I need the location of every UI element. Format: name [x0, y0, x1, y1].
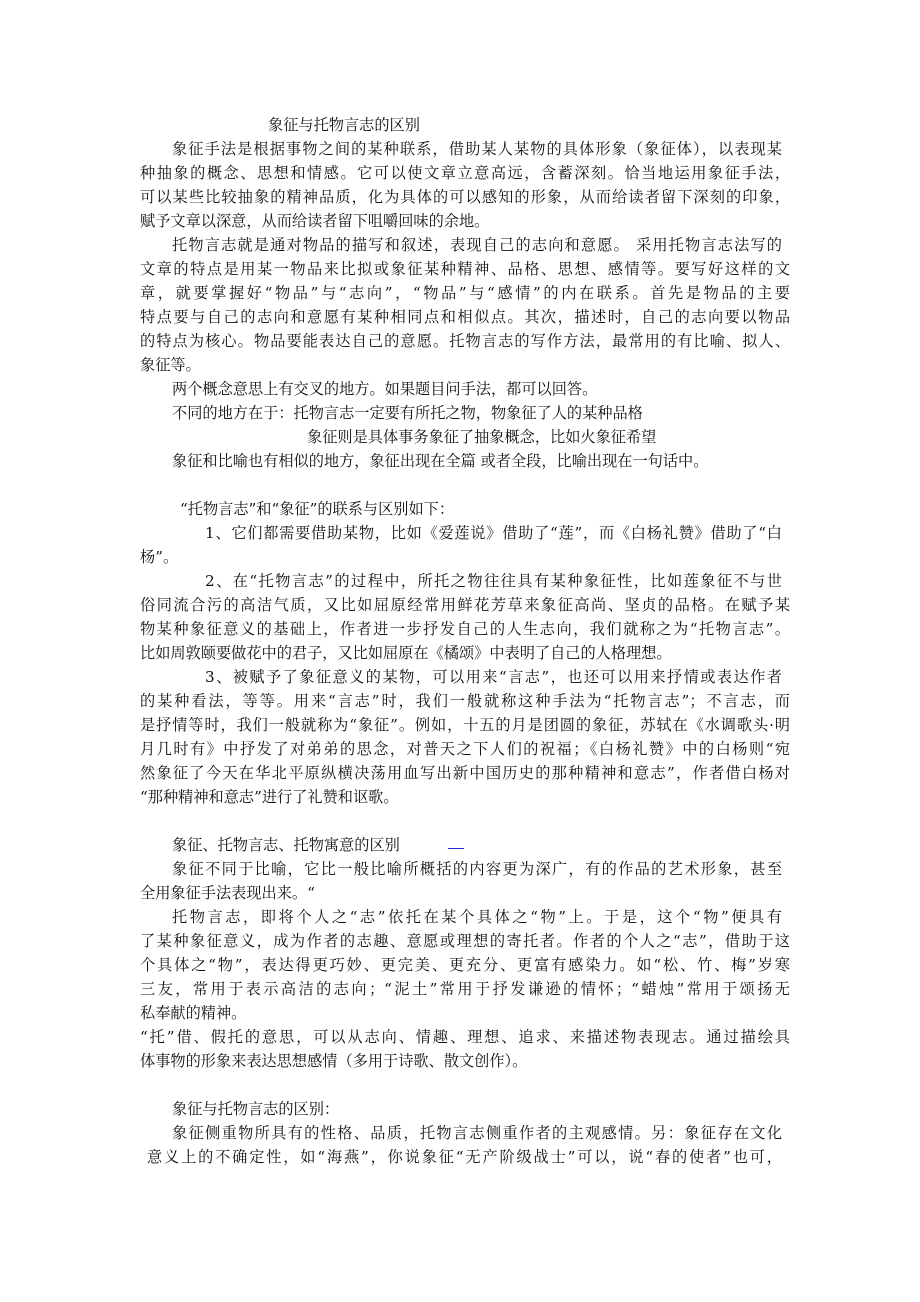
paragraph-line: 象征和比喻也有相似的地方，象征出现在全篇 或者全段，比喻出现在一句话中。 — [172, 452, 709, 470]
paragraph-line: 物某种象征意义的基础上，作者进一步抒发自己的人生志向，我们就称之为“托物言志”。 — [140, 620, 790, 638]
paragraph-line: 杨”。 — [140, 548, 179, 566]
paragraph-line: 个具体之“物”，表达得更巧妙、更完美、更充分、更富有感染力。如“松、竹、梅”岁寒 — [140, 956, 790, 974]
paragraph-line: 可以某些比较抽象的精神品质，化为具体的可以感知的形象，从而给读者留下深刻的印象， — [140, 188, 790, 206]
paragraph-line: 托物言志就是通对物品的描写和叙述，表现自己的志向和意愿。 采用托物言志法写的 — [172, 236, 782, 254]
paragraph-line: 不同的地方在于：托物言志一定要有所托之物，物象征了人的某种品格 — [172, 404, 643, 422]
paragraph-line: 象征则是具体事务象征了抽象概念，比如火象征希望 — [307, 428, 657, 446]
paragraph-line: 全用象征手法表现出来。“ — [140, 884, 315, 902]
paragraph-line: 三友，常用于表示高洁的志向；“泥土”常用于抒发谦逊的情怀；“蜡烛”常用于颂扬无 — [140, 980, 790, 998]
paragraph-line: 比如周敦颐要做花中的君子，又比如屈原在《橘颂》中表明了自己的人格理想。 — [140, 644, 672, 662]
paragraph-line: “那种精神和意志”进行了礼赞和讴歌。 — [140, 788, 399, 806]
paragraph-line: 种抽象的概念、思想和情感。它可以使文章立意高远，含蓄深刻。恰当地运用象征手法， — [140, 164, 790, 182]
paragraph-line: 然象征了今天在华北平原纵横决荡用血写出新中国历史的那种精神和意志”，作者借白杨对 — [140, 764, 790, 782]
paragraph-line: 月几时有》中抒发了对弟弟的思念，对普天之下人们的祝福；《白杨礼赞》中的白杨则“宛 — [140, 740, 790, 758]
paragraph-line: 两个概念意思上有交叉的地方。如果题目问手法，都可以回答。 — [172, 380, 598, 398]
paragraph-line: 的特点为核心。物品要能表达自己的意愿。托物言志的写作方法，最常用的有比喻、拟人、 — [140, 332, 790, 350]
paragraph-line: 俗同流合污的高洁气质，又比如屈原经常用鲜花芳草来象征高尚、坚贞的品格。在赋予某 — [140, 596, 790, 614]
paragraph-line: “托”借、假托的意思，可以从志向、情趣、理想、追求、来描述物表现志。通过描绘具 — [140, 1028, 790, 1046]
paragraph-line: 是抒情等时，我们一般就称为“象征”。例如，十五的月是团圆的象征，苏轼在《水调歌头·明 — [140, 716, 790, 734]
paragraph-line: 2、在“托物言志”的过程中，所托之物往往具有某种象征性，比如莲象征不与世 — [205, 572, 782, 590]
paragraph-line: 特点要与自己的志向和意愿有某种相同点和相似点。其次，描述时，自己的志向要以物品 — [140, 308, 790, 326]
paragraph-line: 体事物的形象来表达思想感情（多用于诗歌、散文创作）。 — [140, 1052, 528, 1070]
paragraph-line: 1、它们都需要借助某物，比如《爱莲说》借助了“莲”，而《白杨礼赞》借助了“白 — [205, 524, 782, 542]
paragraph-line: 私奉献的精神。 — [140, 1004, 247, 1022]
paragraph-line: 赋予文章以深意，从而给读者留下咀嚼回味的余地。 — [140, 212, 490, 230]
paragraph-line: 的某种看法，等等。用来“言志”时，我们一般就称这种手法为“托物言志”；不言志，而 — [140, 692, 790, 710]
paragraph-line: 象征等。 — [140, 356, 201, 374]
paragraph-line: 文章的特点是用某一物品来比拟或象征某种精神、品格、思想、感情等。要写好这样的文 — [140, 260, 790, 278]
document-title: 象征与托物言志的区别 — [268, 116, 420, 134]
paragraph-line: 象征手法是根据事物之间的某种联系，借助某人某物的具体形象（象征体），以表现某 — [172, 140, 782, 158]
paragraph-line: 象征不同于比喻，它比一般比喻所概括的内容更为深广，有的作品的艺术形象，甚至 — [172, 860, 782, 878]
underline-mark — [448, 848, 464, 849]
section-heading: 象征、托物言志、托物寓意的区别 — [172, 836, 400, 854]
paragraph-line: 3、被赋予了象征意义的某物，可以用来“言志”，也还可以用来抒情或表达作者 — [205, 668, 782, 686]
paragraph-line: 章，就要掌握好“物品”与“志向”，“物品”与“感情”的内在联系。首先是物品的主要 — [140, 284, 790, 302]
paragraph-line: 象征侧重物所具有的性格、品质，托物言志侧重作者的主观感情。另：象征存在文化 — [172, 1124, 782, 1142]
paragraph-line: 了某种象征意义，成为作者的志趣、意愿或理想的寄托者。作者的个人之“志”，借助于这 — [140, 932, 790, 950]
section-heading: “托物言志”和“象征”的联系与区别如下： — [180, 500, 455, 518]
paragraph-line: 意义上的不确定性，如“海燕”，你说象征“无产阶级战士”可以，说“春的使者”也可， — [147, 1148, 782, 1166]
paragraph-line: 托物言志，即将个人之“志”依托在某个具体之“物”上。于是，这个“物”便具有 — [172, 908, 782, 926]
section-heading: 象征与托物言志的区别： — [172, 1100, 340, 1118]
